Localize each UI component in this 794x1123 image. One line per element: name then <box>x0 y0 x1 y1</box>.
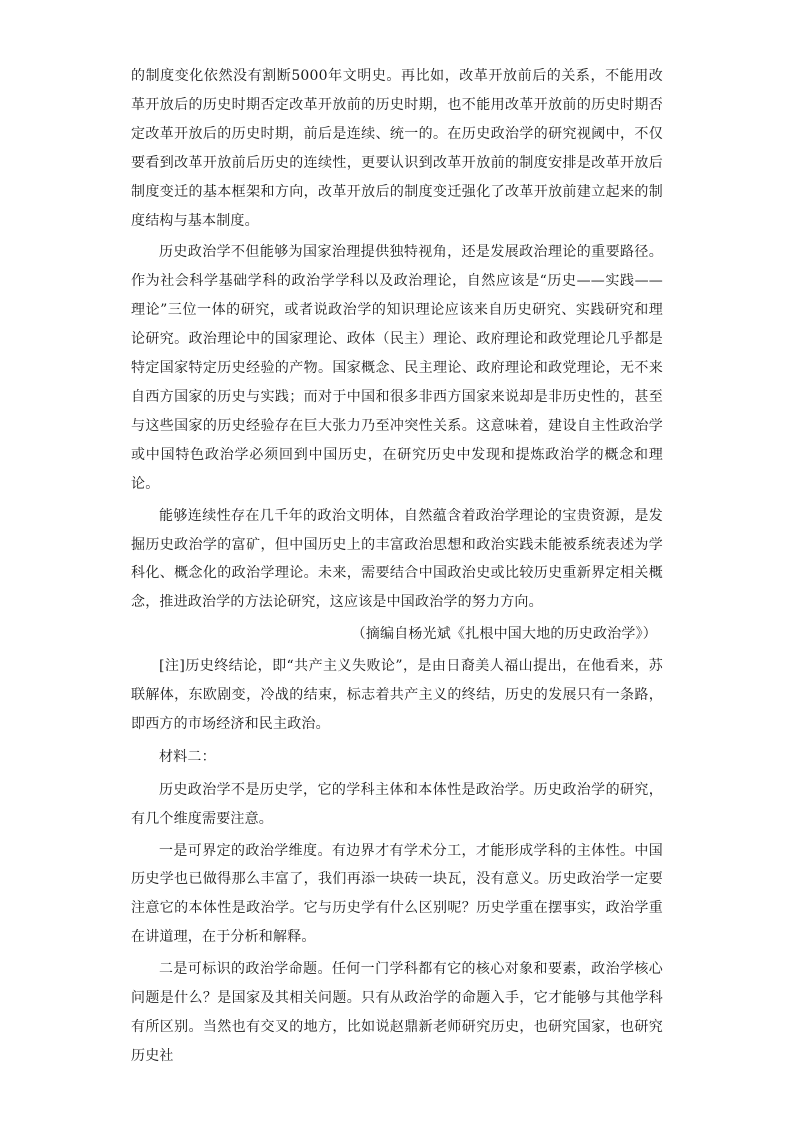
paragraph-1: 的制度变化依然没有割断5000年文明史。再比如，改革开放前后的关系，不能用改革开放后的历史时期否定改革开放前的历史时期，也不能用改革开放前的历史时期否定改革开放后的历史时期，前后是连续、统一的。在历史政治学的研究视阈中，不仅要看到改革开放前后历史的连续性，更要认识到改革开放前的制度安排是改革开放后制度变迁的基本框架和方向，改革开放后的制度变迁强化了改革开放前建立起来的制度结构与基本制度。 <box>131 68 663 229</box>
source-citation: （摘编自杨光斌《扎根中国大地的历史政治学》） <box>351 626 657 643</box>
paragraph-7: 历史政治学不是历史学，它的学科主体和本体性是政治学。历史政治学的研究，有几个维度需要注意。 <box>131 781 663 827</box>
note-paragraph: [注]历史终结论，即“共产主义失败论”，是由日裔美人福山提出，在他看来，苏联解体，东欧剧变，冷战的结束，标志着共产主义的终结，历史的发展只有一条路，即西方的市场经济和民主政治。 <box>131 658 663 732</box>
material-two-label: 材料二： <box>159 748 216 765</box>
document-body <box>131 62 663 1071</box>
paragraph-9: 二是可标识的政治学命题。任何一门学科都有它的核心对象和要素，政治学核心问题是什么？是国家及其相关问题。只有从政治学的命题入手，它才能够与其他学科有所区别。当然也有交叉的地方，比如说赵鼎新老师研究历史，也研究国家，也研究历史社 <box>131 961 663 1064</box>
paragraph-2: 历史政治学不但能够为国家治理提供独特视角，还是发展政治理论的重要路径。作为社会科学基础学科的政治学学科以及政治理论，自然应该是“历史——实践——理论”三位一体的研究，或者说政治学的知识理论应该来自历史研究、实践研究和理论研究。政治理论中的国家理论、政体（民主）理论、政府理论和政党理论几乎都是特定国家特定历史经验的产物。国家概念、民主理论、政府理论和政党理论，无不来自西方国家的历史与实践；而对于中国和很多非西方国家来说却是非历史性的，甚至与这些国家的历史经验存在巨大张力乃至冲突性关系。这意味着，建设自主性政治学或中国特色政治学必须回到中国历史，在研究历史中发现和提炼政治学的概念和理论。 <box>131 244 663 492</box>
paragraph-3: 能够连续性存在几千年的政治文明体，自然蕴含着政治学理论的宝贵资源，是发掘历史政治学的富矿，但中国历史上的丰富政治思想和政治实践未能被系统表述为学科化、概念化的政治学理论。未来，需要结合中国政治史或比较历史重新界定相关概念，推进政治学的方法论研究，这应该是中国政治学的努力方向。 <box>131 507 663 611</box>
paragraph-8: 一是可界定的政治学维度。有边界才有学术分工，才能形成学科的主体性。中国历史学也已做得那么丰富了，我们再添一块砖一块瓦，没有意义。历史政治学一定要注意它的本体性是政治学。它与历史学有什么区别呢？历史学重在摆事实，政治学重在讲道理，在于分析和解释。 <box>131 842 663 946</box>
